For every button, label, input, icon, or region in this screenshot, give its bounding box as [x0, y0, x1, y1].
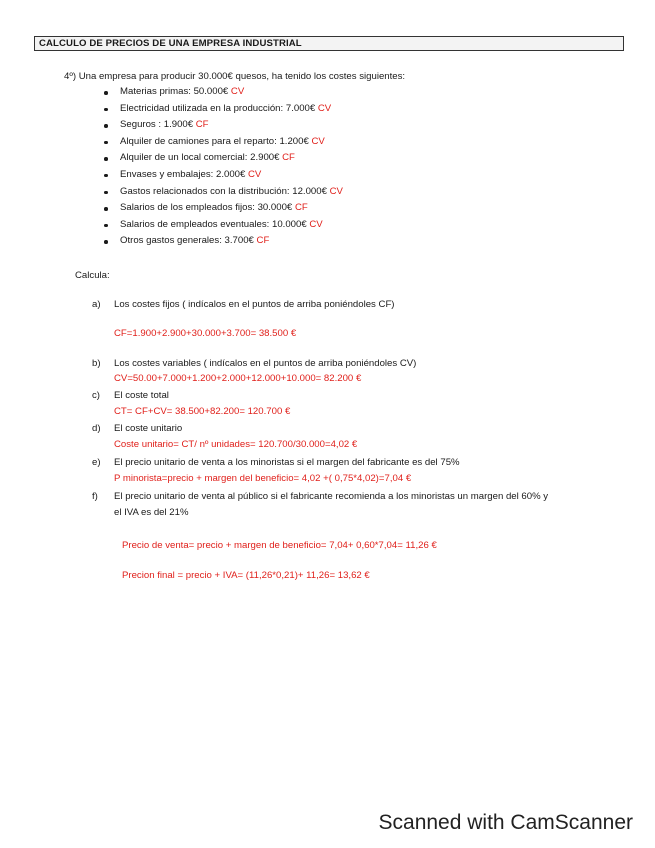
question-a: [92, 299, 395, 310]
cost-item: [104, 217, 343, 234]
answer-e: P minorista=precio + margen del beneficio= 4,02 +( 0,75*4,02)=7,04 €: [114, 473, 412, 484]
cost-label: Electricidad utilizada en la producción: 7.000€: [120, 102, 318, 114]
cost-tag: CV: [248, 168, 262, 180]
cost-label: Alquiler de camiones para el reparto: 1.200€: [120, 135, 312, 147]
answer-b: CV=50.00+7.000+1.200+2.000+12.000+10.000= 82.200 €: [114, 373, 362, 384]
question-letter: a): [92, 299, 101, 310]
cost-tag: CV: [230, 86, 245, 97]
question-f: [92, 491, 548, 502]
problem-statement: 4º) Una empresa para producir 30.000€ quesos, ha tenido los costes siguientes:: [64, 71, 406, 82]
cost-list: [104, 84, 343, 250]
cost-item: [104, 200, 343, 217]
cost-item: [104, 233, 343, 250]
question-letter: f): [92, 491, 98, 502]
cost-label: Gastos relacionados con la distribución: 12.000€: [120, 185, 330, 197]
cost-tag: CF: [282, 152, 295, 164]
question-c: [92, 390, 169, 401]
answer-a: CF=1.900+2.900+30.000+3.700= 38.500 €: [114, 328, 297, 339]
cost-tag: CF: [294, 202, 308, 214]
cost-tag: CV: [309, 218, 323, 230]
question-text: El coste unitario: [114, 423, 183, 434]
answer-f-final-price: Precion final = precio + IVA= (11,26*0,21)+ 11,26= 13,62 €: [122, 570, 370, 581]
question-d: [92, 423, 182, 434]
answer-c: CT= CF+CV= 38.500+82.200= 120.700 €: [114, 406, 291, 417]
question-letter: b): [92, 358, 101, 369]
cost-item: [104, 117, 343, 134]
cost-tag: CV: [317, 102, 332, 114]
cost-item: [104, 150, 343, 167]
bullet-icon: [104, 174, 108, 178]
bullet-icon: [104, 91, 108, 95]
cost-item: [104, 84, 343, 101]
cost-label: Materias primas: 50.000€: [120, 86, 231, 97]
scanner-watermark: Scanned with CamScanner: [378, 811, 633, 834]
cost-label: Otros gastos generales: 3.700€: [120, 235, 257, 247]
question-text: Los costes variables ( indícalos en el puntos de arriba poniéndoles CV): [114, 358, 417, 369]
bullet-icon: [104, 207, 108, 211]
cost-label: Seguros : 1.900€: [120, 119, 196, 131]
question-letter: e): [92, 457, 101, 468]
cost-label: Salarios de los empleados fijos: 30.000€: [120, 202, 295, 214]
bullet-icon: [104, 157, 108, 161]
bullet-icon: [104, 191, 108, 195]
question-b: [92, 358, 416, 369]
page-title: CALCULO DE PRECIOS DE UNA EMPRESA INDUSTRIAL: [39, 38, 302, 49]
bullet-icon: [104, 124, 108, 128]
answer-d: Coste unitario= CT/ nº unidades= 120.700/30.000=4,02 €: [114, 439, 358, 450]
cost-tag: CV: [329, 185, 343, 197]
cost-item: [104, 184, 343, 201]
title-box: [34, 36, 624, 51]
question-letter: d): [92, 423, 101, 434]
bullet-icon: [104, 141, 108, 145]
cost-label: Envases y embalajes: 2.000€: [120, 168, 248, 180]
question-text: El precio unitario de venta al público si el fabricante recomienda a los minoristas un margen del 60% y: [114, 491, 549, 502]
cost-item: [104, 134, 343, 151]
question-f-continued: el IVA es del 21%: [114, 507, 189, 518]
cost-tag: CV: [311, 135, 325, 147]
cost-label: Salarios de empleados eventuales: 10.000€: [120, 218, 310, 230]
cost-tag: CF: [256, 235, 270, 247]
question-letter: c): [92, 390, 100, 401]
cost-label: Alquiler de un local comercial: 2.900€: [120, 152, 283, 164]
bullet-icon: [104, 240, 108, 244]
question-text: Los costes fijos ( indícalos en el puntos de arriba poniéndoles CF): [114, 299, 395, 310]
question-text: El coste total: [114, 390, 169, 401]
question-e: [92, 457, 460, 468]
bullet-icon: [104, 224, 108, 228]
cost-tag: CF: [195, 119, 209, 131]
question-text: El precio unitario de venta a los minoristas si el margen del fabricante es del 75%: [114, 457, 460, 468]
answer-f-sale-price: Precio de venta= precio + margen de beneficio= 7,04+ 0,60*7,04= 11,26 €: [122, 540, 437, 551]
cost-item: [104, 101, 343, 118]
calcula-heading: Calcula:: [75, 270, 110, 281]
bullet-icon: [104, 108, 108, 112]
cost-item: [104, 167, 343, 184]
